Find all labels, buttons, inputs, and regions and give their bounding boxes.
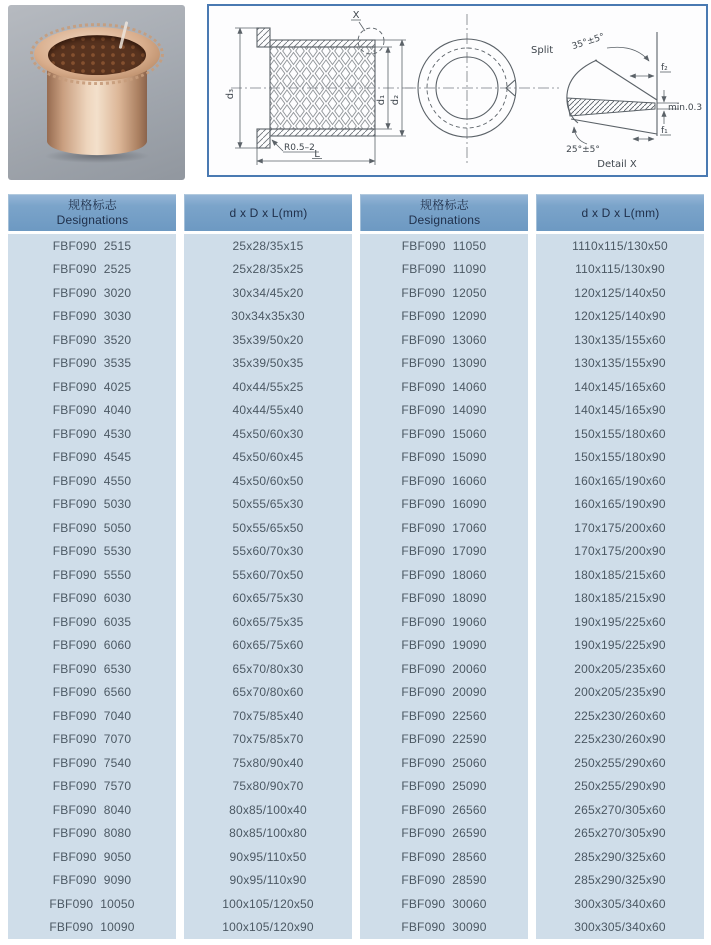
table-cell: FBF090 4545 [52, 450, 132, 465]
table-cell: FBF090 20090 [401, 685, 487, 700]
table-cell: FBF090 18060 [401, 567, 487, 582]
table-cell: 35x39/50x35 [232, 356, 304, 371]
f-top-label: f₂ [661, 63, 668, 73]
table-cell: FBF090 26560 [401, 802, 487, 817]
table-cell: FBF090 13060 [401, 332, 487, 347]
table-cell: FBF090 25090 [401, 779, 487, 794]
column-header-designations-left [8, 194, 176, 231]
designations-column-right [360, 194, 528, 939]
table-cell: 265x270/305x90 [574, 826, 666, 841]
table-cell: 1110x115/130x50 [572, 238, 668, 253]
dimensions-column-left [184, 194, 352, 939]
technical-drawing [209, 6, 706, 175]
table-cell: 110x115/130x90 [575, 262, 665, 277]
table-cell: FBF090 28560 [401, 849, 487, 864]
table-cell: 200x205/235x60 [574, 661, 666, 676]
table-cell: 55x60/70x30 [232, 544, 304, 559]
table-cell: 30x34/45x20 [232, 285, 304, 300]
bushing-bore [48, 35, 146, 75]
table-cell: FBF090 25060 [401, 755, 487, 770]
table-cell: FBF090 2525 [52, 262, 132, 277]
header-dim: d x D x L(mm) [581, 205, 660, 220]
table-cell: FBF090 30060 [401, 896, 487, 911]
dim-label-L: L [314, 149, 320, 160]
column-rows [8, 234, 176, 939]
table-cell: FBF090 8040 [52, 802, 132, 817]
table-cell: 55x60/70x50 [232, 567, 304, 582]
detail-x-marker: X [352, 10, 360, 21]
table-cell: 25x28/35x15 [232, 238, 304, 253]
table-cell: 45x50/60x50 [232, 473, 304, 488]
table-cell: FBF090 2515 [52, 238, 132, 253]
table-cell: 60x65/75x35 [232, 614, 304, 629]
table-cell: FBF090 4025 [52, 379, 132, 394]
table-cell: 130x135/155x60 [574, 332, 666, 347]
table-cell: FBF090 16090 [401, 497, 487, 512]
table-cell: FBF090 13090 [401, 356, 487, 371]
table-cell: 40x44/55x40 [232, 403, 304, 418]
column-rows [536, 234, 704, 939]
table-cell: FBF090 4550 [52, 473, 132, 488]
table-cell: FBF090 8080 [52, 826, 132, 841]
table-cell: FBF090 30090 [401, 920, 487, 935]
table-cell: 160x165/190x90 [574, 497, 666, 512]
table-cell: FBF090 6560 [52, 685, 132, 700]
header-en: Designations [408, 213, 481, 227]
table-cell: 150x155/180x90 [574, 450, 666, 465]
table-cell: 160x165/190x60 [574, 473, 666, 488]
table-cell: 60x65/75x60 [232, 638, 304, 653]
column-header-designations-right [360, 194, 528, 231]
dimensions-column-right [536, 194, 704, 939]
table-cell: 140x145/165x90 [574, 403, 666, 418]
section-view [225, 10, 413, 165]
header-zh: 规格标志 [68, 198, 117, 212]
table-cell: 300x305/340x60 [574, 920, 666, 935]
table-cell: 180x185/215x60 [574, 567, 666, 582]
detail-x-view [566, 32, 702, 170]
table-cell: 180x185/215x90 [574, 591, 666, 606]
table-cell: 225x230/260x90 [574, 732, 666, 747]
table-cell: 140x145/165x60 [574, 379, 666, 394]
table-cell: 120x125/140x50 [574, 285, 666, 300]
table-cell: FBF090 15060 [401, 426, 487, 441]
table-cell: 80x85/100x80 [229, 826, 307, 841]
table-cell: FBF090 12090 [401, 309, 487, 324]
table-cell: 30x34x35x30 [231, 309, 305, 324]
table-cell: 65x70/80x30 [232, 661, 304, 676]
column-header-dimensions-left [184, 194, 352, 231]
table-cell: FBF090 22560 [401, 708, 487, 723]
table-cell: 90x95/110x90 [229, 873, 307, 888]
table-cell: 70x75/85x40 [232, 708, 304, 723]
table-cell: 190x195/225x60 [574, 614, 666, 629]
table-cell: 265x270/305x60 [574, 802, 666, 817]
table-cell: 170x175/200x90 [574, 544, 666, 559]
header-dim: d x D x L(mm) [229, 205, 308, 220]
table-cell: 250x255/290x60 [574, 755, 666, 770]
table-cell: FBF090 6035 [52, 614, 132, 629]
column-rows [360, 234, 528, 939]
table-cell: FBF090 7570 [52, 779, 132, 794]
table-cell: FBF090 4530 [52, 426, 132, 441]
column-rows [184, 234, 352, 939]
column-header-dimensions-right [536, 194, 704, 231]
table-cell: FBF090 26590 [401, 826, 487, 841]
table-cell: FBF090 19060 [401, 614, 487, 629]
table-cell: 45x50/60x30 [232, 426, 304, 441]
table-cell: 60x65/75x30 [232, 591, 304, 606]
table-cell: FBF090 10050 [49, 896, 135, 911]
table-cell: 40x44/55x25 [232, 379, 304, 394]
table-cell: 45x50/60x45 [232, 450, 304, 465]
table-cell: FBF090 5030 [52, 497, 132, 512]
table-cell: 300x305/340x60 [574, 896, 666, 911]
min-thickness-label: min.0.3 [668, 103, 703, 113]
table-cell: 150x155/180x60 [574, 426, 666, 441]
table-cell: FBF090 11090 [401, 262, 487, 277]
header-zh: 规格标志 [420, 198, 469, 212]
table-cell: 130x135/155x90 [574, 356, 666, 371]
table-cell: 285x290/325x60 [574, 849, 666, 864]
table-cell: FBF090 19090 [401, 638, 487, 653]
radius-callout: R0.5–2 [284, 143, 315, 153]
bushing-photo [34, 17, 160, 163]
table-cell: 200x205/235x90 [574, 685, 666, 700]
table-cell: FBF090 20060 [401, 661, 487, 676]
table-cell: 75x80/90x70 [232, 779, 304, 794]
product-photo-panel [8, 5, 185, 180]
table-cell: FBF090 7070 [52, 732, 132, 747]
designations-column-left [8, 194, 176, 939]
table-cell: FBF090 28590 [401, 873, 487, 888]
table-cell: FBF090 6530 [52, 661, 132, 676]
table-cell: FBF090 5550 [52, 567, 132, 582]
angle-bottom-label: 25°±5° [566, 145, 600, 155]
table-cell: FBF090 17060 [401, 520, 487, 535]
table-cell: FBF090 14060 [401, 379, 487, 394]
table-cell: 250x255/290x90 [574, 779, 666, 794]
table-cell: FBF090 9090 [52, 873, 132, 888]
table-cell: 65x70/80x60 [232, 685, 304, 700]
table-cell: FBF090 3020 [52, 285, 132, 300]
table-cell: FBF090 7540 [52, 755, 132, 770]
table-cell: 100x105/120x50 [222, 896, 314, 911]
table-cell: FBF090 3535 [52, 356, 132, 371]
table-cell: 50x55/65x50 [232, 520, 304, 535]
table-cell: 70x75/85x70 [232, 732, 304, 747]
table-cell: 25x28/35x25 [232, 262, 304, 277]
table-cell: 100x105/120x90 [222, 920, 314, 935]
table-cell: FBF090 18090 [401, 591, 487, 606]
dim-label-d1: d₁ [376, 94, 387, 106]
spec-table [8, 194, 704, 939]
ring-view [405, 14, 559, 164]
table-cell: FBF090 3030 [52, 309, 132, 324]
table-cell: 190x195/225x90 [574, 638, 666, 653]
table-cell: FBF090 6030 [52, 591, 132, 606]
split-label: Split [531, 45, 554, 56]
table-cell: 170x175/200x60 [574, 520, 666, 535]
f-bottom-label: f₁ [661, 126, 668, 136]
table-cell: FBF090 14090 [401, 403, 487, 418]
table-cell: 90x95/110x50 [229, 849, 307, 864]
detail-x-caption: Detail X [597, 159, 637, 170]
table-cell: 80x85/100x40 [229, 802, 307, 817]
table-cell: FBF090 15090 [401, 450, 487, 465]
table-cell: FBF090 6060 [52, 638, 132, 653]
table-cell: FBF090 11050 [401, 238, 487, 253]
table-cell: FBF090 4040 [52, 403, 132, 418]
table-cell: 225x230/260x60 [574, 708, 666, 723]
technical-drawing-panel [207, 4, 708, 177]
table-cell: FBF090 16060 [401, 473, 487, 488]
table-cell: FBF090 12050 [401, 285, 487, 300]
table-cell: FBF090 22590 [401, 732, 487, 747]
table-cell: FBF090 3520 [52, 332, 132, 347]
table-cell: 75x80/90x40 [232, 755, 304, 770]
table-cell: 35x39/50x20 [232, 332, 304, 347]
angle-top-label: 35°±5° [570, 32, 606, 53]
table-cell: 285x290/325x90 [574, 873, 666, 888]
dim-label-d2: d₂ [390, 94, 401, 106]
header-en: Designations [56, 213, 129, 227]
table-cell: FBF090 9050 [52, 849, 132, 864]
table-cell: FBF090 17090 [401, 544, 487, 559]
table-cell: 120x125/140x90 [574, 309, 666, 324]
dim-label-d3: d₃ [225, 88, 236, 100]
table-cell: FBF090 10090 [49, 920, 135, 935]
table-cell: FBF090 5530 [52, 544, 132, 559]
table-cell: FBF090 7040 [52, 708, 132, 723]
table-cell: FBF090 5050 [52, 520, 132, 535]
table-cell: 50x55/65x30 [232, 497, 304, 512]
